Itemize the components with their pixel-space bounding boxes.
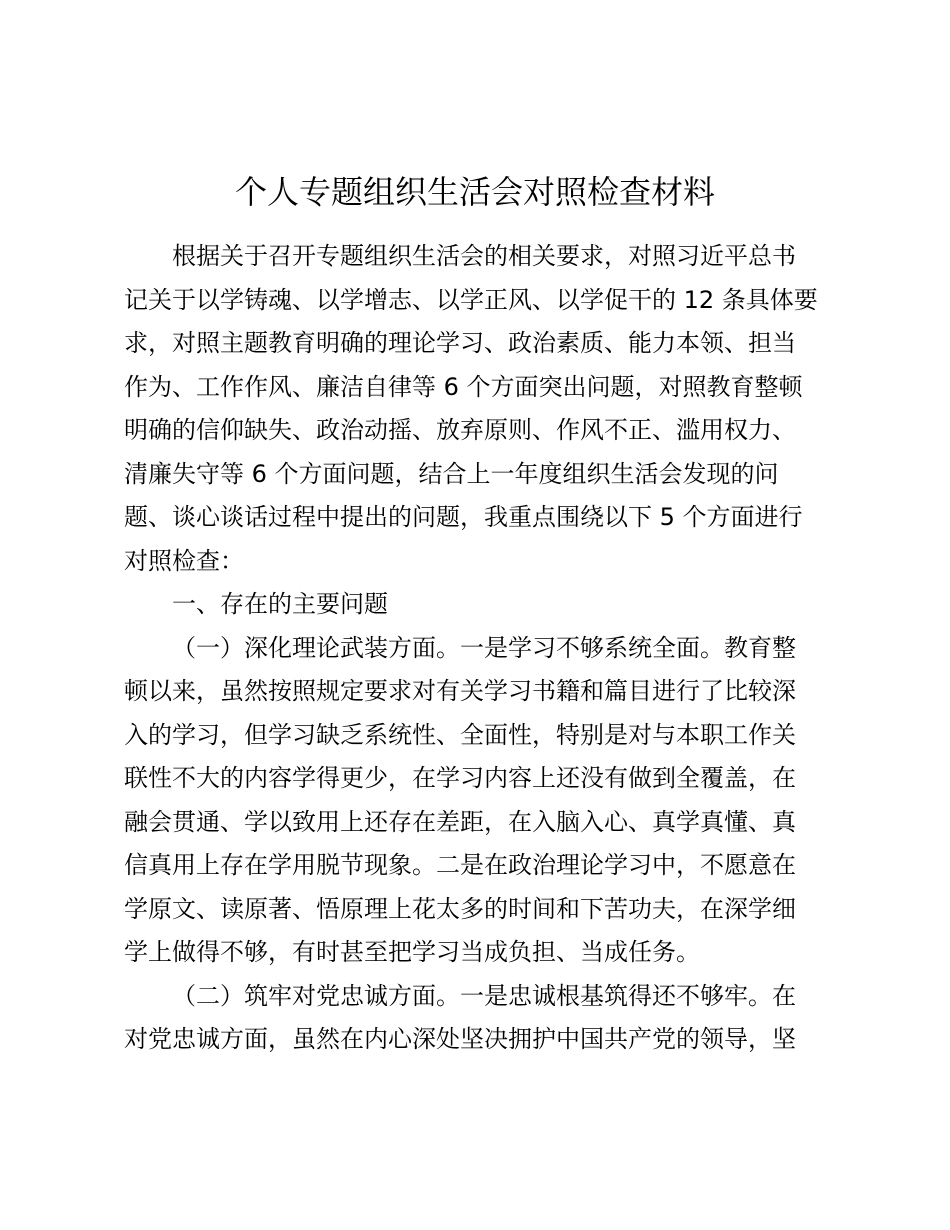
paragraph-line: 学上做得不够，有时甚至把学习当成负担、当成任务。: [124, 938, 700, 966]
paragraph-line: 根据关于召开专题组织生活会的相关要求，对照习近平总书: [172, 242, 796, 270]
paragraph-line: 入的学习，但学习缺乏系统性、全面性，特别是对与本职工作关: [124, 720, 796, 749]
paragraph-line: 信真用上存在学用脱节现象。二是在政治理论学习中，不愿意在: [124, 851, 796, 879]
paragraph-line: 明确的信仰缺失、政治动摇、放弃原则、作风不正、滥用权力、: [124, 416, 796, 444]
document-title: 个人专题组织生活会对照检查材料: [234, 173, 715, 211]
paragraph-line: 对党忠诚方面，虽然在内心深处坚决拥护中国共产党的领导，坚: [124, 1025, 796, 1053]
paragraph-line: 学原文、读原著、悟原理上花太多的时间和下苦功夫，在深学细: [124, 894, 796, 923]
paragraph-line: （一）深化理论武装方面。一是学习不够系统全面。教育整: [172, 633, 796, 662]
paragraph-line: 对照检查：: [124, 546, 244, 575]
paragraph-line: （二）筑牢对党忠诚方面。一是忠诚根基筑得还不够牢。在: [172, 981, 796, 1010]
paragraph-line: 清廉失守等 6 个方面问题，结合上一年度组织生活会发现的问: [124, 459, 779, 488]
paragraph-line: 顿以来，虽然按照规定要求对有关学习书籍和篇目进行了比较深: [124, 677, 796, 705]
paragraph-line: 题、谈心谈话过程中提出的问题，我重点围绕以下 5 个方面进行: [124, 503, 803, 531]
paragraph-line: 作为、工作作风、廉洁自律等 6 个方面突出问题，对照教育整顿: [124, 372, 803, 401]
paragraph-line: 记关于以学铸魂、以学增志、以学正风、以学促干的 12 条具体要: [124, 285, 818, 314]
paragraph-line: 融会贯通、学以致用上还存在差距，在入脑入心、真学真懂、真: [124, 807, 796, 836]
paragraph-line: 联性不大的内容学得更少，在学习内容上还没有做到全覆盖，在: [124, 764, 796, 792]
paragraph-line: 求，对照主题教育明确的理论学习、政治素质、能力本领、担当: [124, 329, 796, 357]
section-heading: 一、存在的主要问题: [172, 590, 388, 618]
document-body: [124, 235, 829, 1062]
